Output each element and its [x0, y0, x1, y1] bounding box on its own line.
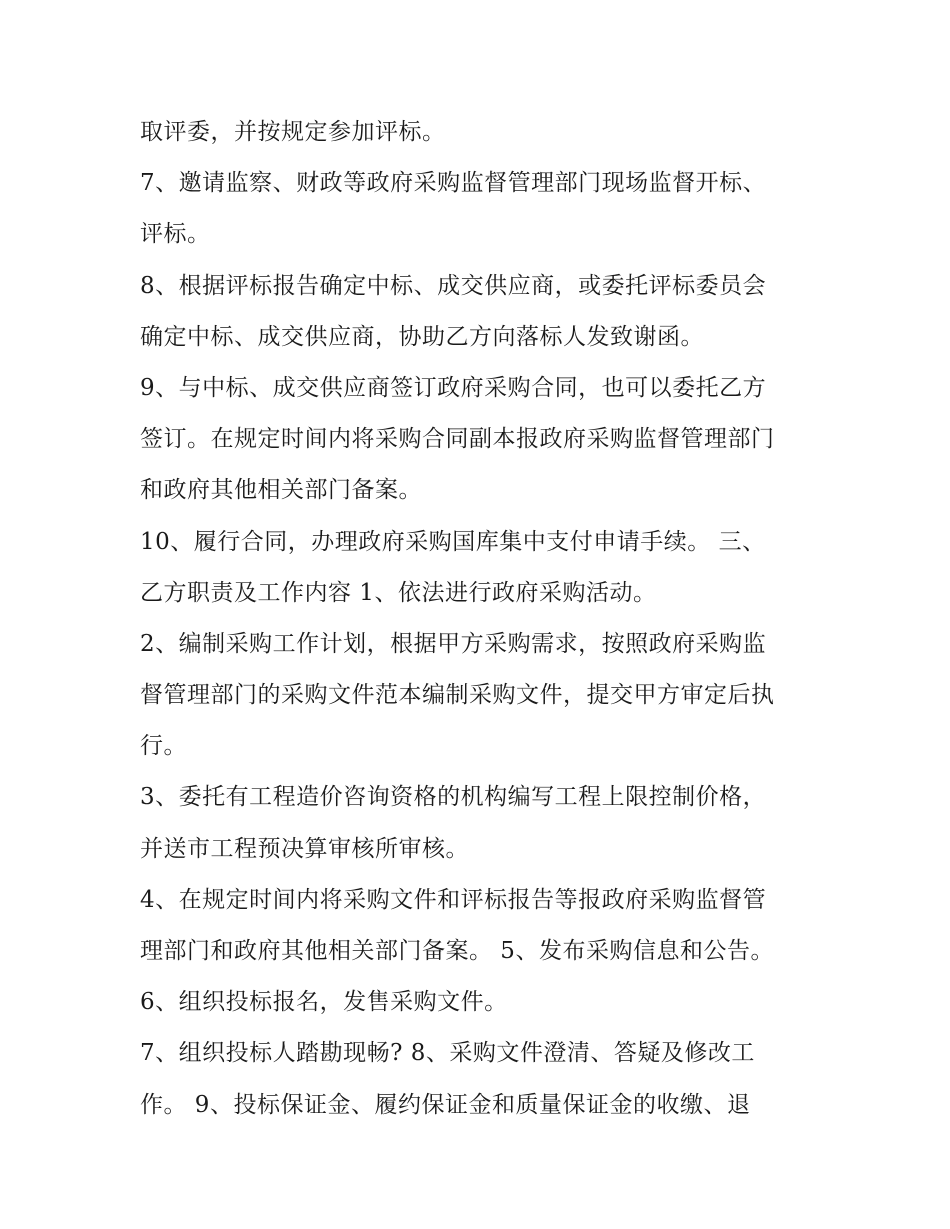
text-line-20: 作。 9、投标保证金、履约保证金和质量保证金的收缴、退 — [140, 1091, 751, 1118]
text-line-2: 7、邀请监察、财政等政府采购监督管理部门现场监督开标、 — [140, 170, 767, 197]
text-line-4: 8、根据评标报告确定中标、成交供应商，或委托评标委员会 — [140, 272, 767, 299]
text-line-11: 2、编制采购工作计划，根据甲方采购需求，按照政府采购监 — [140, 630, 767, 657]
text-line-15: 并送市工程预决算审核所审核。 — [140, 835, 469, 862]
text-line-10: 乙方职责及工作内容 1、依法进行政府采购活动。 — [140, 579, 657, 606]
text-line-19: 7、组织投标人踏勘现畅? 8、采购文件澄清、答疑及修改工 — [140, 1040, 755, 1067]
text-line-13: 行。 — [140, 733, 187, 760]
text-line-7: 签订。在规定时间内将采购合同副本报政府采购监督管理部门 — [140, 426, 775, 453]
text-line-18: 6、组织投标报名，发售采购文件。 — [140, 989, 508, 1016]
text-line-9: 10、履行合同，办理政府采购国库集中支付申请手续。 三、 — [140, 528, 766, 555]
text-line-6: 9、与中标、成交供应商签订政府采购合同，也可以委托乙方 — [140, 374, 767, 401]
text-line-3: 评标。 — [140, 221, 211, 248]
text-line-12: 督管理部门的采购文件范本编制采购文件，提交甲方审定后执 — [140, 682, 775, 709]
text-line-1: 取评委，并按规定参加评标。 — [140, 119, 446, 145]
document-body — [140, 107, 830, 1131]
text-line-17: 理部门和政府其他相关部门备案。 5、发布采购信息和公告。 — [140, 938, 774, 964]
text-line-16: 4、在规定时间内将采购文件和评标报告等报政府采购监督管 — [140, 886, 767, 913]
text-line-5: 确定中标、成交供应商，协助乙方向落标人发致谢函。 — [140, 323, 704, 350]
text-line-14: 3、委托有工程造价咨询资格的机构编写工程上限控制价格， — [140, 784, 767, 811]
text-line-8: 和政府其他相关部门备案。 — [140, 477, 422, 504]
